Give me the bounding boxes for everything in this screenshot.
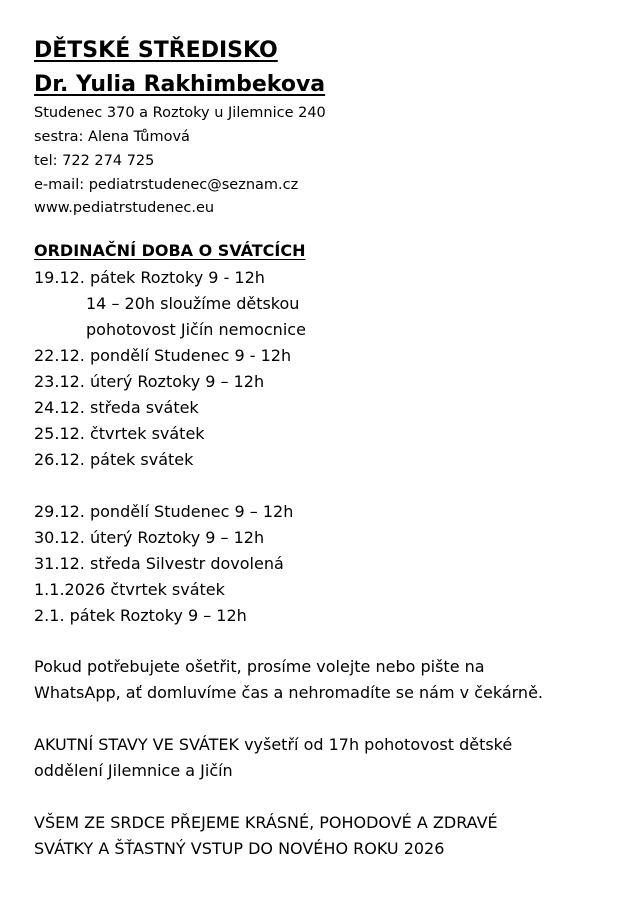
schedule-line: 1.1.2026 čtvrtek svátek (34, 580, 225, 599)
whatsapp-notice-line: Pokud potřebujete ošetřit, prosíme volejte nebo pište na (34, 657, 485, 676)
wishes-line: VŠEM ZE SRDCE PŘEJEME KRÁSNÉ, POHODOVÉ A ZDRAVÉ (34, 813, 498, 832)
website: www.pediatrstudenec.eu (34, 200, 215, 216)
holiday-hours-heading: ORDINAČNÍ DOBA O SVÁTCÍCH (34, 241, 306, 260)
schedule-line: 25.12. čtvrtek svátek (34, 424, 205, 443)
nurse: sestra: Alena Tůmová (34, 129, 190, 145)
schedule-line: 31.12. středa Silvestr dovolená (34, 554, 284, 573)
schedule-line: 24.12. středa svátek (34, 398, 199, 417)
schedule-line: 30.12. úterý Roztoky 9 – 12h (34, 528, 265, 547)
clinic-title: DĚTSKÉ STŘEDISKO (34, 38, 278, 63)
schedule-line: 29.12. pondělí Studenec 9 – 12h (34, 502, 294, 521)
acute-notice-line: oddělení Jilemnice a Jičín (34, 761, 233, 780)
schedule-line: 14 – 20h sloužíme dětskou (86, 294, 300, 313)
schedule-line: 26.12. pátek svátek (34, 450, 194, 469)
email: e-mail: pediatrstudenec@seznam.cz (34, 177, 299, 193)
schedule-line: 2.1. pátek Roztoky 9 – 12h (34, 606, 247, 625)
whatsapp-notice-line: WhatsApp, ať domluvíme čas a nehromadíte se nám v čekárně. (34, 683, 543, 702)
acute-notice-line: AKUTNÍ STAVY VE SVÁTEK vyšetří od 17h pohotovost dětské (34, 735, 513, 754)
schedule-line: 19.12. pátek Roztoky 9 - 12h (34, 268, 265, 287)
schedule-line: pohotovost Jičín nemocnice (86, 320, 306, 339)
schedule-line: 22.12. pondělí Studenec 9 - 12h (34, 346, 292, 365)
schedule-line: 23.12. úterý Roztoky 9 – 12h (34, 372, 265, 391)
doctor-name: Dr. Yulia Rakhimbekova (34, 72, 326, 97)
phone: tel: 722 274 725 (34, 153, 155, 169)
wishes-line: SVÁTKY A ŠŤASTNÝ VSTUP DO NOVÉHO ROKU 2026 (34, 839, 445, 858)
address: Studenec 370 a Roztoky u Jilemnice 240 (34, 105, 326, 121)
